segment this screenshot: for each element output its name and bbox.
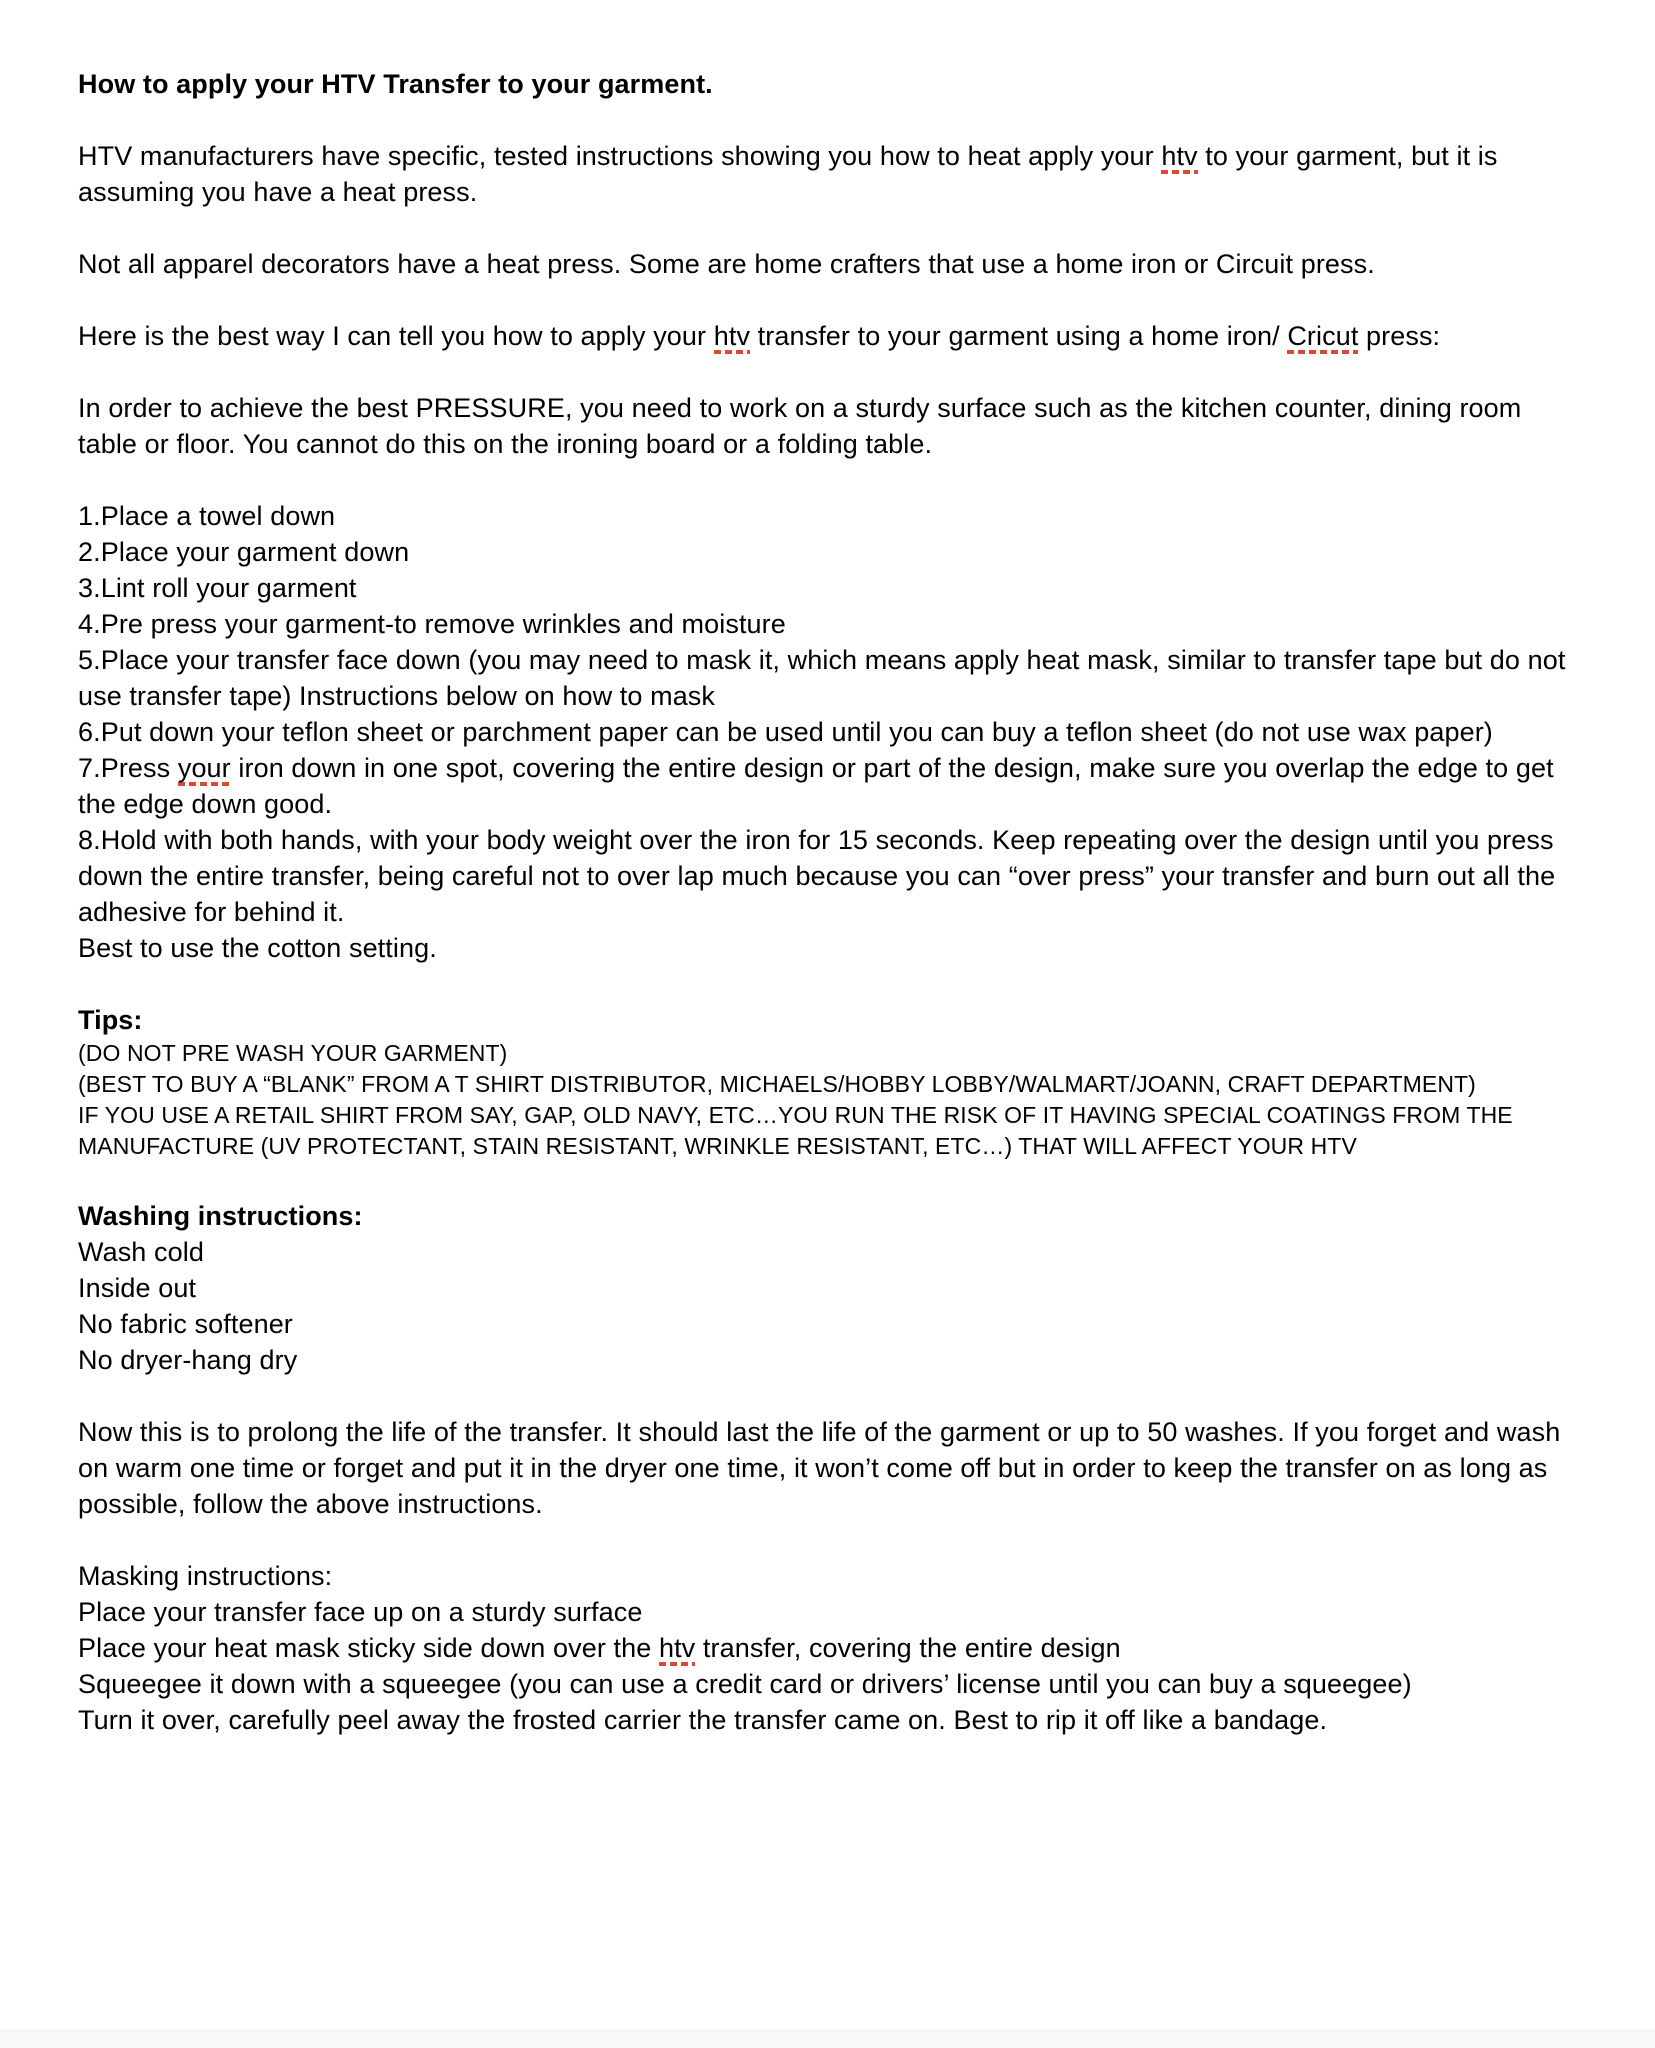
intro-paragraph: [78, 138, 1577, 210]
text-segment: Inside out: [78, 1273, 197, 1303]
best-way-paragraph-line: [78, 318, 1577, 354]
masking-section-line: [78, 1594, 1577, 1630]
text-segment: No dryer-hang dry: [78, 1345, 298, 1375]
steps-list-line: [78, 642, 1577, 714]
text-segment: 5.Place your transfer face down (you may need to mask it, which means apply heat mask, similar to transfer tape but do not use transfer tape) Instructions below on how to mask: [78, 645, 1566, 711]
document-title-line: [78, 66, 1577, 102]
text-segment: transfer to your garment using a home iron/: [750, 321, 1288, 351]
pressure-paragraph: [78, 390, 1577, 462]
washing-list-line: [78, 1270, 1577, 1306]
tips-heading-line: [78, 1002, 1577, 1038]
masking-section-line: [78, 1630, 1577, 1666]
longevity-paragraph: [78, 1414, 1577, 1522]
text-segment: Here is the best way I can tell you how to apply your: [78, 321, 714, 351]
text-segment: 4.Pre press your garment-to remove wrinkles and moisture: [78, 609, 786, 639]
tips-notes-line: [78, 1038, 1577, 1069]
text-segment: 8.Hold with both hands, with your body weight over the iron for 15 seconds. Keep repeating over the design until you press down the entire transfer, being careful not to over lap much because you can “over press” your transfer and burn out all the adhesive for behind it.: [78, 825, 1556, 927]
washing-list-line: [78, 1306, 1577, 1342]
masking-section: [78, 1558, 1577, 1738]
text-segment: Turn it over, carefully peel away the frosted carrier the transfer came on. Best to rip it off like a bandage.: [78, 1705, 1328, 1735]
steps-list-line: [78, 822, 1577, 930]
tips-notes-line: [78, 1069, 1577, 1100]
steps-list-line: [78, 750, 1577, 822]
steps-list-line: [78, 606, 1577, 642]
text-segment: 3.Lint roll your garment: [78, 573, 357, 603]
text-segment: press:: [1358, 321, 1441, 351]
text-segment: Wash cold: [78, 1237, 204, 1267]
steps-list-line: [78, 570, 1577, 606]
decorators-paragraph: [78, 246, 1577, 282]
best-way-paragraph: [78, 318, 1577, 354]
steps-list-line: [78, 534, 1577, 570]
masking-section-line: [78, 1702, 1577, 1738]
text-segment: Tips:: [78, 1005, 143, 1035]
steps-list-line: [78, 714, 1577, 750]
text-segment: 1.Place a towel down: [78, 501, 336, 531]
text-segment: No fabric softener: [78, 1309, 293, 1339]
misspelled-word: htv: [1161, 141, 1197, 174]
text-segment: In order to achieve the best PRESSURE, you need to work on a sturdy surface such as the kitchen counter, dining room table or floor. You cannot do this on the ironing board or a folding table.: [78, 393, 1522, 459]
longevity-paragraph-line: [78, 1414, 1577, 1522]
text-segment: Washing instructions:: [78, 1201, 363, 1231]
text-segment: to your garment, but it is assuming you have a heat press.: [78, 141, 1498, 207]
decorators-paragraph-line: [78, 246, 1577, 282]
text-segment: (BEST TO BUY A “BLANK” FROM A T SHIRT DISTRIBUTOR, MICHAELS/HOBBY LOBBY/WALMART/JOANN, CRAFT DEPARTMENT): [78, 1071, 1476, 1097]
text-segment: Squeegee it down with a squeegee (you can use a credit card or drivers’ license until you can buy a squeegee): [78, 1669, 1412, 1699]
masking-section-line: [78, 1666, 1577, 1702]
washing-list-line: [78, 1342, 1577, 1378]
text-segment: 6.Put down your teflon sheet or parchment paper can be used until you can buy a teflon sheet (do not use wax paper): [78, 717, 1493, 747]
tips-heading: [78, 1002, 1577, 1038]
text-segment: Place your transfer face up on a sturdy surface: [78, 1597, 643, 1627]
text-segment: iron down in one spot, covering the entire design or part of the design, make sure you overlap the edge to get the edge down good.: [78, 753, 1554, 819]
misspelled-word: htv: [659, 1633, 695, 1666]
text-segment: 2.Place your garment down: [78, 537, 410, 567]
washing-heading: [78, 1198, 1577, 1234]
text-segment: Not all apparel decorators have a heat press. Some are home crafters that use a home iron or Circuit press.: [78, 249, 1375, 279]
text-segment: How to apply your HTV Transfer to your garment.: [78, 69, 713, 99]
misspelled-word: Cricut: [1287, 321, 1358, 354]
text-segment: Now this is to prolong the life of the transfer. It should last the life of the garment or up to 50 washes. If you forget and wash on warm one time or forget and put it in the dryer one time, it won’t come off but in order to keep the transfer on as long as possible, follow the above instructions.: [78, 1417, 1561, 1519]
steps-list-line: [78, 498, 1577, 534]
tips-notes-line: [78, 1100, 1577, 1162]
washing-list-line: [78, 1234, 1577, 1270]
text-segment: Place your heat mask sticky side down over the: [78, 1633, 659, 1663]
text-segment: IF YOU USE A RETAIL SHIRT FROM SAY, GAP, OLD NAVY, ETC…YOU RUN THE RISK OF IT HAVING SPECIAL COATINGS FROM THE MANUFACTURE (UV PROTECTANT, STAIN RESISTANT, WRINKLE RESISTANT, ETC…) THAT WILL AFFECT YOUR HTV: [78, 1102, 1513, 1159]
text-segment: (DO NOT PRE WASH YOUR GARMENT): [78, 1040, 508, 1066]
text-segment: Best to use the cotton setting.: [78, 933, 437, 963]
pressure-paragraph-line: [78, 390, 1577, 462]
tips-notes: [78, 1038, 1577, 1162]
text-segment: 7.Press: [78, 753, 178, 783]
text-segment: HTV manufacturers have specific, tested instructions showing you how to heat apply your: [78, 141, 1162, 171]
washing-list: [78, 1234, 1577, 1378]
misspelled-word: htv: [714, 321, 750, 354]
steps-list: [78, 498, 1577, 966]
steps-list-line: [78, 930, 1577, 966]
intro-paragraph-line: [78, 138, 1577, 210]
washing-heading-line: [78, 1198, 1577, 1234]
document-title: [78, 66, 1577, 102]
text-segment: Masking instructions:: [78, 1561, 333, 1591]
footer-bar: [0, 2030, 1655, 2048]
misspelled-word: your: [178, 753, 231, 786]
masking-section-line: [78, 1558, 1577, 1594]
text-segment: transfer, covering the entire design: [695, 1633, 1121, 1663]
